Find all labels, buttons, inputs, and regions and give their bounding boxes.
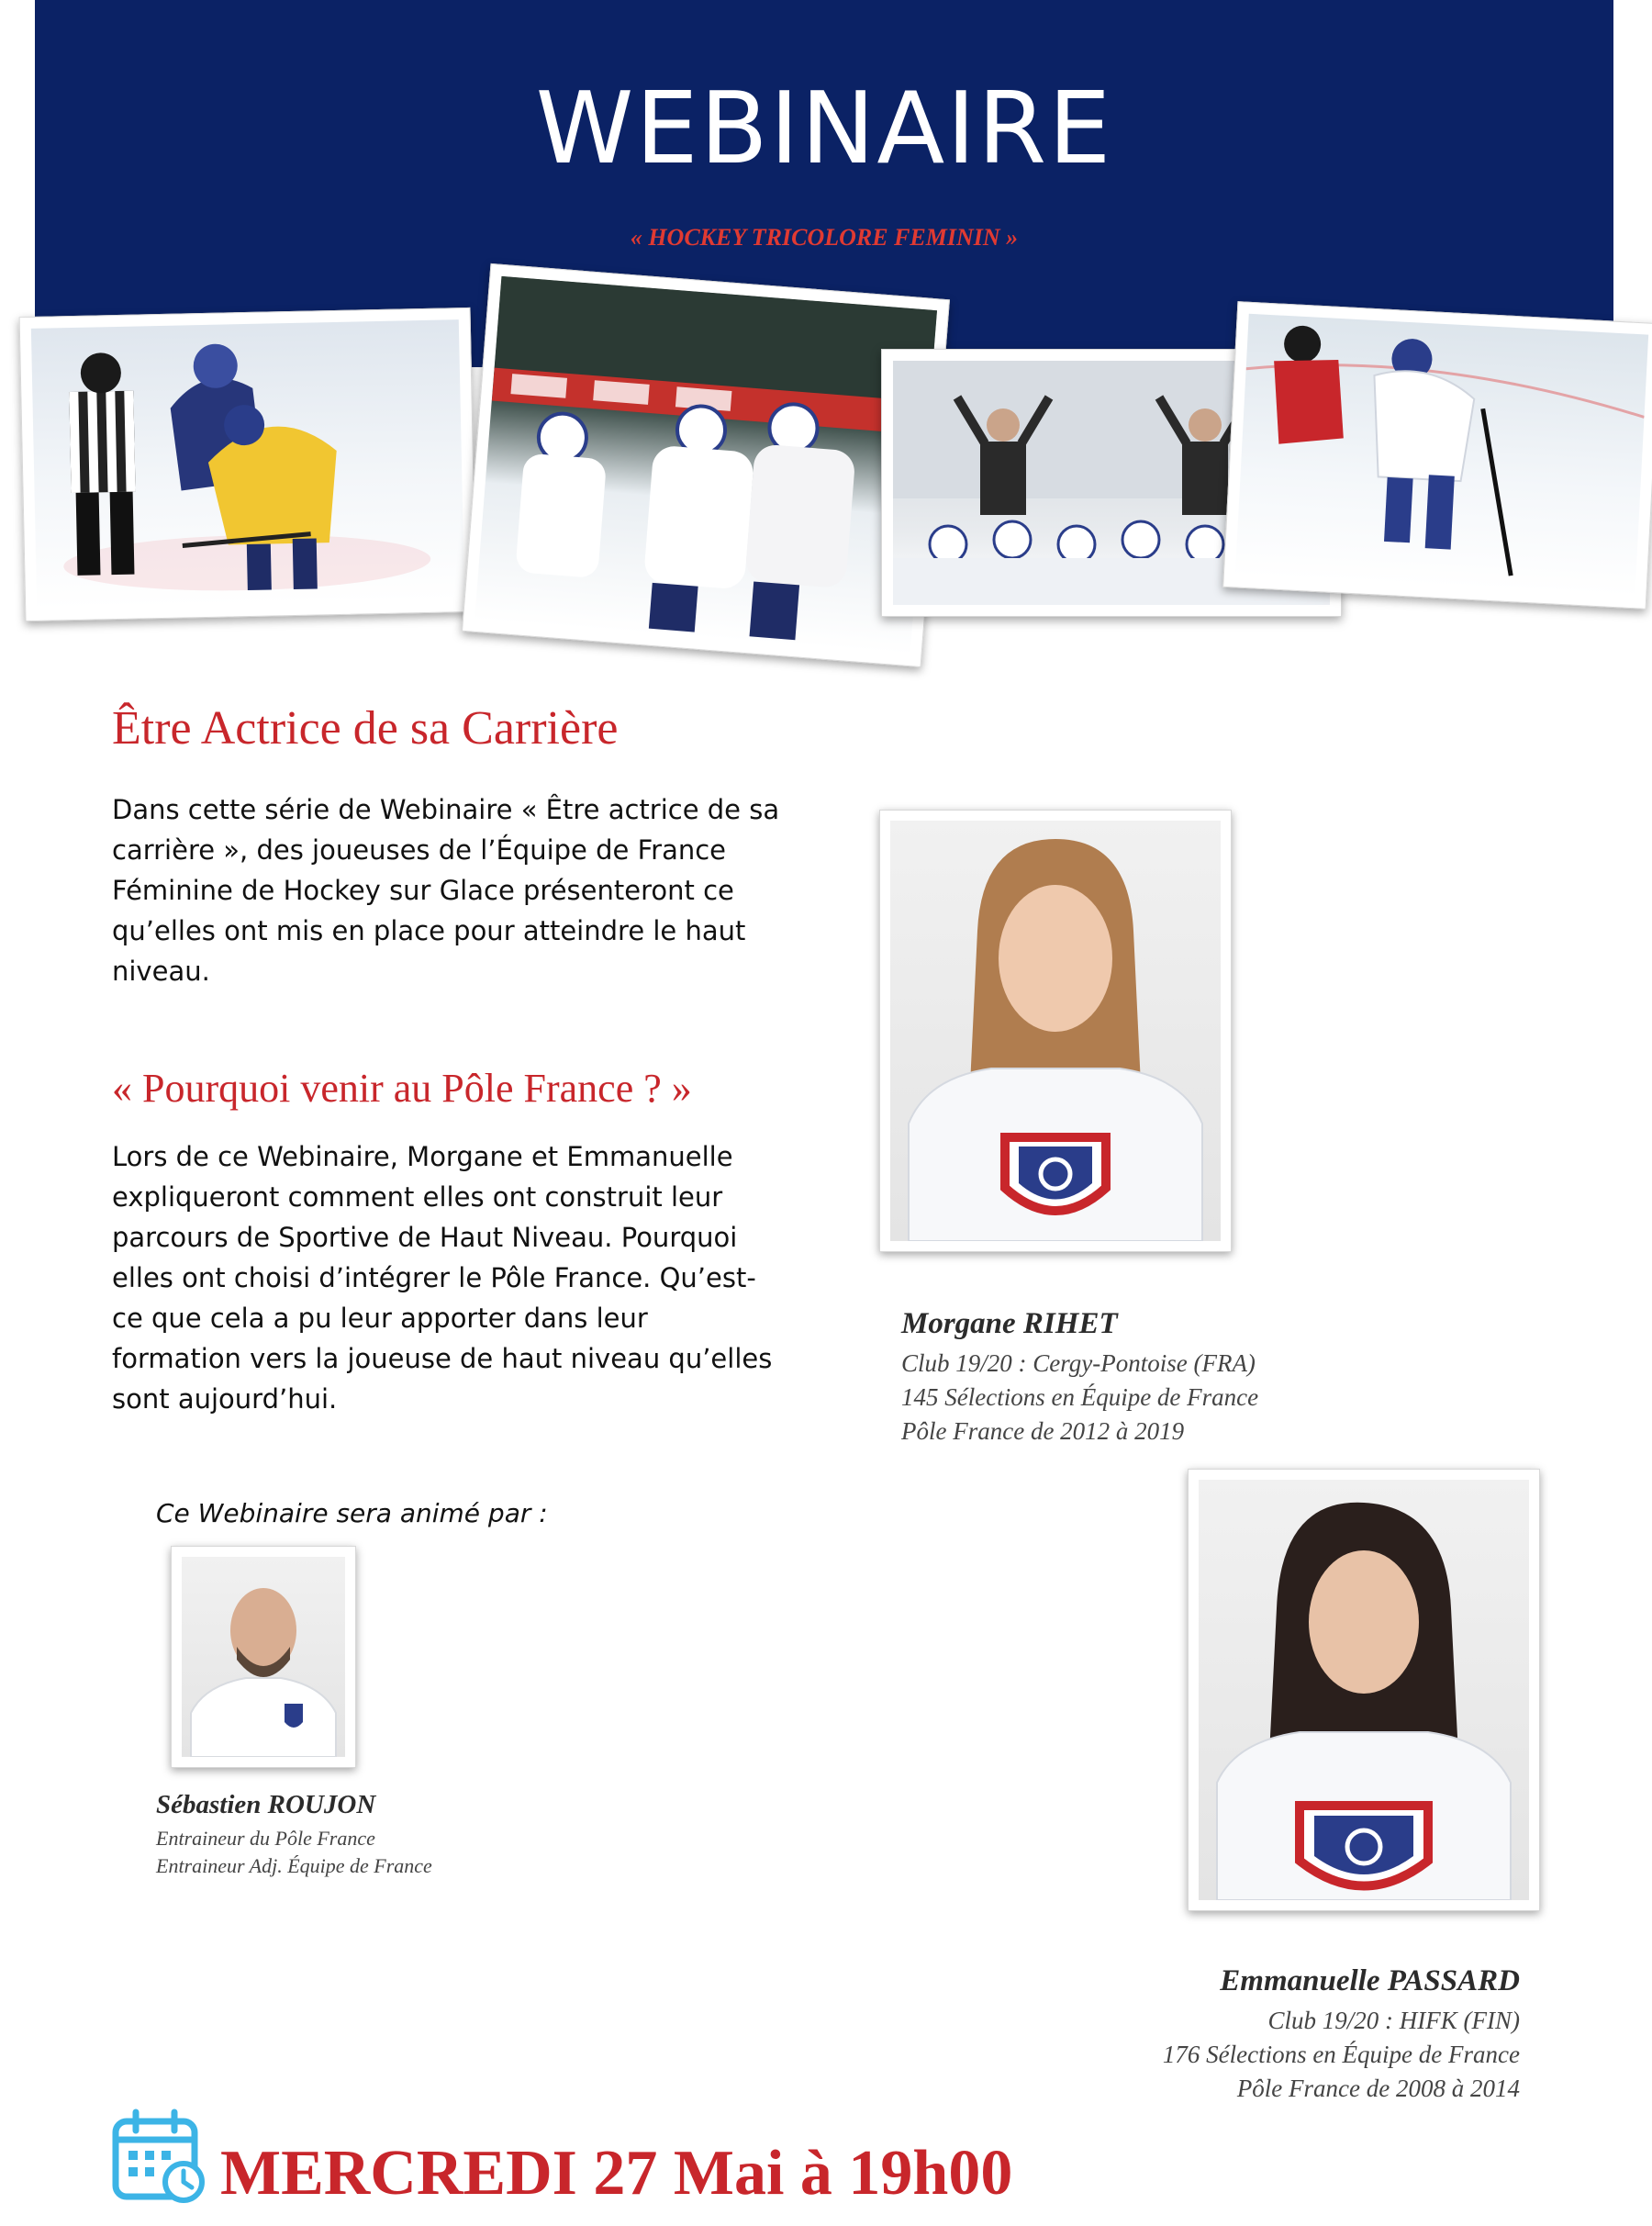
- text-line: carrière », des joueuses de l’Équipe de France: [112, 834, 727, 866]
- text-line: Lors de ce Webinaire, Morgane et Emmanuelle: [112, 1141, 733, 1172]
- text-line: sont aujourd’hui.: [112, 1383, 338, 1415]
- page-subtitle: « HOCKEY TRICOLORE FEMININ »: [630, 224, 1019, 251]
- player1-selections: 145 Sélections en Équipe de France: [901, 1383, 1259, 1411]
- photo-skater: [1222, 301, 1652, 610]
- text-line: qu’elles ont mis en place pour atteindre le haut: [112, 915, 746, 946]
- host-role1: Entraineur du Pôle France: [156, 1827, 375, 1850]
- photo-faceoff: [19, 308, 477, 621]
- text-line: Féminine de Hockey sur Glace présenteront ce: [112, 875, 734, 906]
- player2-club: Club 19/20 : HIFK (FIN): [1267, 2007, 1520, 2034]
- portrait-morgane: [879, 810, 1232, 1252]
- player-portrait-illustration: [890, 821, 1221, 1241]
- photo-celebration: [462, 263, 950, 667]
- player1-name: Morgane RIHET: [901, 1307, 1118, 1340]
- player2-selections: 176 Sélections en Équipe de France: [1162, 2041, 1520, 2068]
- text-line: formation vers la joueuse de haut niveau qu’elles: [112, 1343, 773, 1374]
- coach-portrait-illustration: [182, 1557, 345, 1757]
- page-title: WEBINAIRE: [535, 72, 1113, 186]
- host-role2: Entraineur Adj. Équipe de France: [156, 1854, 432, 1877]
- text-line: parcours de Sportive de Haut Niveau. Pourquoi: [112, 1222, 738, 1253]
- player-portrait-illustration: [1199, 1480, 1529, 1900]
- text-line: elles ont choisi d’intégrer le Pôle France. Qu’est-: [112, 1262, 756, 1293]
- section1-heading: Être Actrice de sa Carrière: [112, 702, 619, 755]
- host-name: Sébastien ROUJON: [156, 1790, 376, 1819]
- portrait-emmanuelle: [1188, 1469, 1540, 1911]
- text-line: ce que cela a pu leur apporter dans leur: [112, 1303, 648, 1334]
- section2-heading: « Pourquoi venir au Pôle France ? »: [112, 1066, 692, 1111]
- celebration-illustration: [474, 276, 937, 654]
- host-intro: Ce Webinaire sera animé par :: [156, 1498, 548, 1528]
- text-line: Dans cette série de Webinaire « Être actrice de sa: [112, 794, 780, 825]
- calendar-clock-icon: [110, 2107, 209, 2206]
- portrait-sebastien: [171, 1546, 356, 1768]
- section2-paragraph: [112, 1136, 772, 1419]
- player2-name: Emmanuelle PASSARD: [1220, 1964, 1520, 1997]
- text-line: expliqueront comment elles ont construit leur: [112, 1181, 723, 1213]
- player2-pole: Pôle France de 2008 à 2014: [1236, 2075, 1520, 2102]
- player1-club: Club 19/20 : Cergy-Pontoise (FRA): [901, 1349, 1256, 1377]
- text-line: niveau.: [112, 956, 210, 987]
- skater-illustration: [1235, 314, 1648, 597]
- player1-pole: Pôle France de 2012 à 2019: [901, 1417, 1185, 1445]
- section1-paragraph: [112, 789, 779, 991]
- event-date: MERCREDI 27 Mai à 19h00: [220, 2138, 1013, 2209]
- faceoff-illustration: [31, 319, 464, 610]
